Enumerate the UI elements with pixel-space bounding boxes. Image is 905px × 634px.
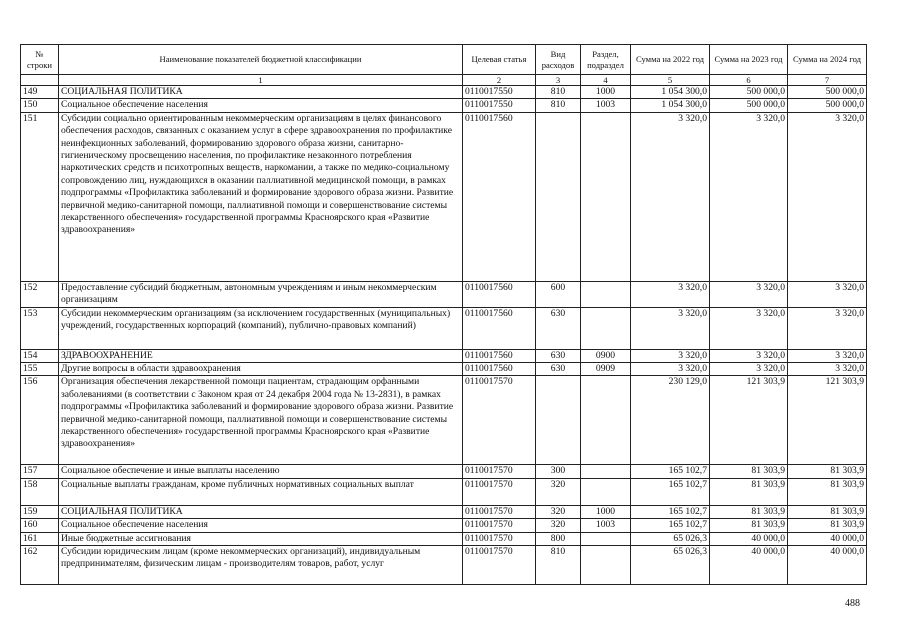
table-row [21,86,867,99]
row-section: 0909 [581,363,631,376]
row-target-article: 0110017570 [463,465,536,478]
row-sum-2022: 3 320,0 [631,112,710,281]
row-expense-type: 630 [536,307,581,349]
row-target-article: 0110017560 [463,349,536,362]
row-name: Организация обеспечения лекарственной помощи пациентам, страдающим орфанными заболеваниями (в соответствии с Законом края от 24 декабря 2004 года № 13-2831), в рамках подпрограммы «Профилактика заболеваний и формирование здорового образа жизни. Развитие первичной медико-санитарной помощи, паллиативной помощи и совершенствование системы лекарственного обеспечения» государственной программы Красноярского края «Развитие здравоохранения» [59,376,463,465]
row-number: 149 [21,86,59,99]
row-sum-2022: 1 054 300,0 [631,99,710,112]
row-section [581,546,631,585]
budget-table [20,44,867,585]
row-number: 152 [21,281,59,307]
row-target-article: 0110017560 [463,363,536,376]
row-expense-type: 800 [536,532,581,545]
row-sum-2023: 3 320,0 [710,349,788,362]
row-target-article: 0110017550 [463,99,536,112]
row-section: 0900 [581,349,631,362]
column-number: 6 [710,75,788,86]
row-sum-2022: 1 054 300,0 [631,86,710,99]
row-sum-2023: 500 000,0 [710,86,788,99]
row-section: 1003 [581,519,631,532]
row-target-article: 0110017570 [463,505,536,518]
table-row [21,532,867,545]
row-sum-2022: 3 320,0 [631,281,710,307]
row-section: 1000 [581,505,631,518]
row-sum-2022: 3 320,0 [631,349,710,362]
row-sum-2024: 3 320,0 [788,281,867,307]
row-sum-2024: 500 000,0 [788,99,867,112]
row-name: СОЦИАЛЬНАЯ ПОЛИТИКА [59,505,463,518]
header-name: Наименование показателей бюджетной классификации [59,45,463,75]
column-number: 4 [581,75,631,86]
row-sum-2024: 40 000,0 [788,546,867,585]
row-target-article: 0110017570 [463,478,536,505]
row-expense-type: 810 [536,86,581,99]
row-sum-2023: 3 320,0 [710,307,788,349]
header-num: № строки [21,45,59,75]
row-expense-type: 810 [536,546,581,585]
row-target-article: 0110017570 [463,376,536,465]
table-row [21,99,867,112]
row-sum-2022: 3 320,0 [631,307,710,349]
row-section [581,281,631,307]
row-number: 154 [21,349,59,362]
row-target-article: 0110017560 [463,307,536,349]
row-sum-2024: 40 000,0 [788,532,867,545]
row-sum-2023: 3 320,0 [710,112,788,281]
row-sum-2024: 81 303,9 [788,478,867,505]
row-expense-type: 630 [536,363,581,376]
table-row [21,505,867,518]
row-target-article: 0110017550 [463,86,536,99]
row-sum-2024: 3 320,0 [788,349,867,362]
row-name: Субсидии некоммерческим организациям (за исключением государственных (муниципальных) учреждений, государственных корпораций (компаний), публично-правовых компаний) [59,307,463,349]
row-sum-2023: 121 303,9 [710,376,788,465]
page-number: 488 [845,598,860,609]
row-sum-2024: 81 303,9 [788,465,867,478]
row-number: 160 [21,519,59,532]
row-sum-2022: 165 102,7 [631,465,710,478]
row-expense-type: 630 [536,349,581,362]
row-section [581,532,631,545]
row-name: Социальное обеспечение населения [59,519,463,532]
row-number: 153 [21,307,59,349]
header-razdel: Раздел, подраздел [581,45,631,75]
row-number: 156 [21,376,59,465]
row-expense-type: 810 [536,99,581,112]
header-row [21,45,867,75]
row-name: Иные бюджетные ассигнования [59,532,463,545]
row-sum-2022: 165 102,7 [631,505,710,518]
row-target-article: 0110017570 [463,546,536,585]
row-sum-2024: 500 000,0 [788,86,867,99]
row-number: 162 [21,546,59,585]
row-sum-2023: 40 000,0 [710,532,788,545]
table-row [21,519,867,532]
row-target-article: 0110017570 [463,532,536,545]
row-sum-2023: 81 303,9 [710,478,788,505]
column-number: 7 [788,75,867,86]
row-expense-type [536,112,581,281]
row-target-article: 0110017570 [463,519,536,532]
column-number: 1 [59,75,463,86]
table-row [21,546,867,585]
row-section [581,112,631,281]
row-sum-2022: 3 320,0 [631,363,710,376]
column-number: 5 [631,75,710,86]
row-target-article: 0110017560 [463,281,536,307]
row-sum-2022: 65 026,3 [631,546,710,585]
table-row [21,465,867,478]
row-section [581,465,631,478]
column-number: 3 [536,75,581,86]
row-name: Социальное обеспечение населения [59,99,463,112]
row-name: Социальные выплаты гражданам, кроме публичных нормативных социальных выплат [59,478,463,505]
header-sum-2023: Сумма на 2023 год [710,45,788,75]
row-name: ЗДРАВООХРАНЕНИЕ [59,349,463,362]
row-sum-2024: 3 320,0 [788,363,867,376]
row-sum-2024: 3 320,0 [788,112,867,281]
row-section [581,307,631,349]
row-sum-2024: 121 303,9 [788,376,867,465]
header-sum-2024: Сумма на 2024 год [788,45,867,75]
table-row [21,112,867,281]
column-number: 2 [463,75,536,86]
row-sum-2024: 81 303,9 [788,519,867,532]
row-expense-type: 600 [536,281,581,307]
row-name: Социальное обеспечение и иные выплаты населению [59,465,463,478]
row-sum-2023: 40 000,0 [710,546,788,585]
column-number [21,75,59,86]
row-sum-2024: 3 320,0 [788,307,867,349]
row-expense-type: 320 [536,505,581,518]
row-number: 155 [21,363,59,376]
row-name: Субсидии юридическим лицам (кроме некоммерческих организаций), индивидуальным предпринимателям, физическим лицам - производителям товаров, работ, услуг [59,546,463,585]
table-row [21,376,867,465]
row-sum-2023: 81 303,9 [710,465,788,478]
header-target: Целевая статья [463,45,536,75]
table-row [21,478,867,505]
row-sum-2023: 3 320,0 [710,281,788,307]
table-row [21,281,867,307]
row-target-article: 0110017560 [463,112,536,281]
row-number: 161 [21,532,59,545]
row-sum-2022: 165 102,7 [631,478,710,505]
table-row [21,363,867,376]
row-sum-2023: 81 303,9 [710,505,788,518]
header-sum-2022: Сумма на 2022 год [631,45,710,75]
row-number: 151 [21,112,59,281]
row-section: 1000 [581,86,631,99]
column-number-row [21,75,867,86]
row-number: 158 [21,478,59,505]
row-expense-type: 300 [536,465,581,478]
row-number: 150 [21,99,59,112]
row-number: 159 [21,505,59,518]
row-expense-type: 320 [536,519,581,532]
row-section [581,478,631,505]
row-sum-2022: 65 026,3 [631,532,710,545]
row-sum-2023: 81 303,9 [710,519,788,532]
table-row [21,349,867,362]
row-sum-2024: 81 303,9 [788,505,867,518]
row-name: Субсидии социально ориентированным некоммерческим организациям в целях финансового обеспечения расходов, связанных с оказанием услуг в сфере здравоохранения по профилактике неинфекционных заболеваний, формированию здорового образа жизни, санитарно-гигиеническому просвещению населения, по профилактике незаконного потребления наркотических средств и психотропных веществ, наркомании, а также по медико-социальному сопровождению лиц, нуждающихся в оказании паллиативной медицинской помощи, в рамках подпрограммы «Профилактика заболеваний и формирование здорового образа жизни. Развитие первичной медико-санитарной помощи, паллиативной помощи и совершенствование системы лекарственного обеспечения» государственной программы Красноярского края «Развитие здравоохранения» [59,112,463,281]
table-row [21,307,867,349]
row-name: Предоставление субсидий бюджетным, автономным учреждениям и иным некоммерческим организациям [59,281,463,307]
row-expense-type [536,376,581,465]
row-number: 157 [21,465,59,478]
row-sum-2023: 3 320,0 [710,363,788,376]
row-expense-type: 320 [536,478,581,505]
row-section [581,376,631,465]
row-sum-2022: 230 129,0 [631,376,710,465]
row-sum-2022: 165 102,7 [631,519,710,532]
row-name: Другие вопросы в области здравоохранения [59,363,463,376]
row-name: СОЦИАЛЬНАЯ ПОЛИТИКА [59,86,463,99]
row-section: 1003 [581,99,631,112]
row-sum-2023: 500 000,0 [710,99,788,112]
header-vid: Вид расходов [536,45,581,75]
